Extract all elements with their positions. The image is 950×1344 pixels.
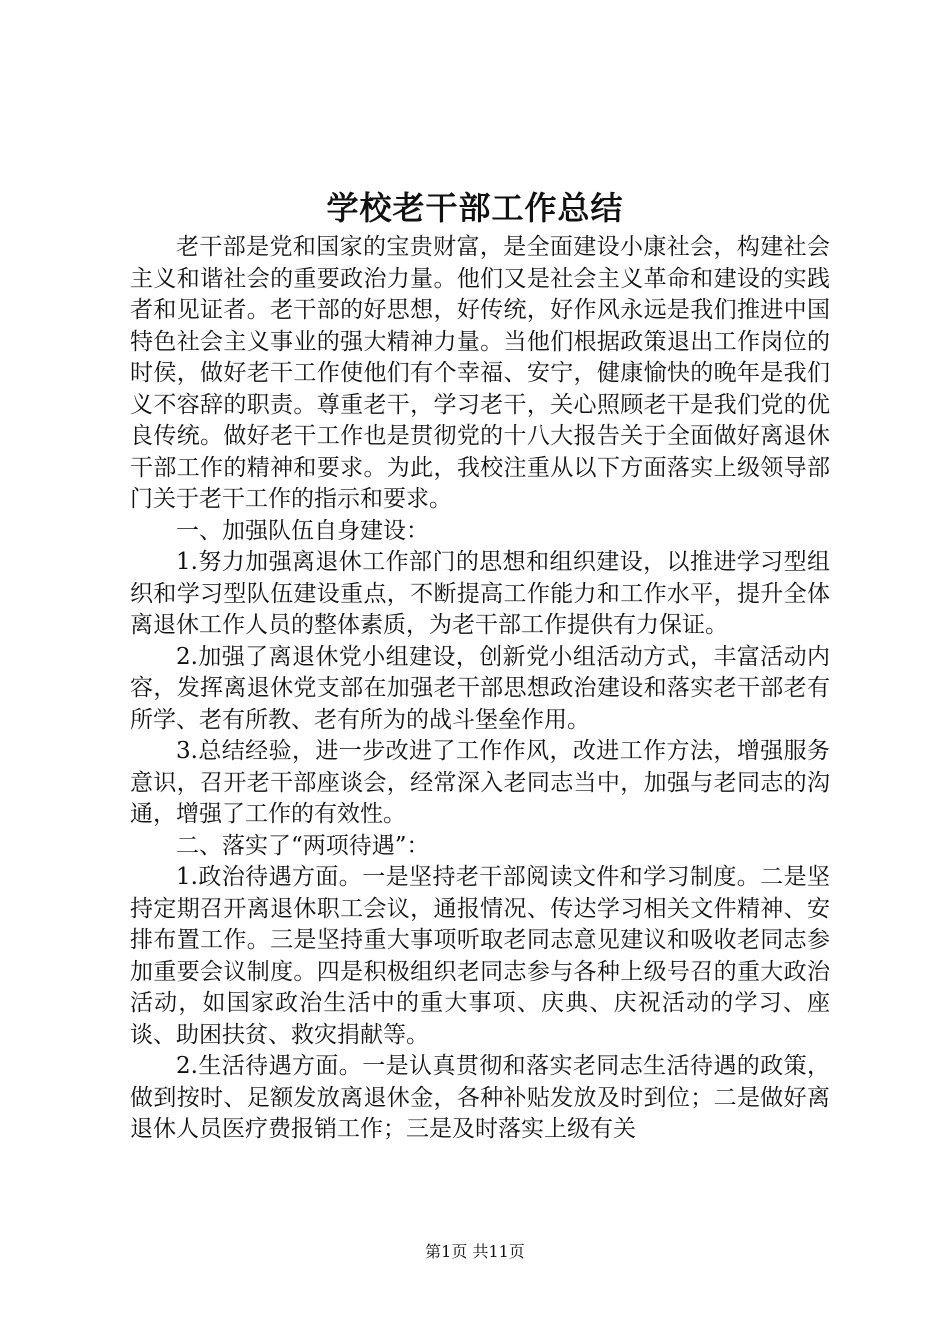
paragraph-1-2: 2.加强了离退休党小组建设，创新党小组活动方式，丰富活动内容，发挥离退休党支部在加强老干部思想政治建设和落实老干部老有所学、老有所教、老有所为的战斗堡垒作用。 xyxy=(130,643,830,733)
page-number-footer: 第1页 共11页 xyxy=(425,1242,525,1261)
paragraph-1-3: 3.总结经验，进一步改进了工作作风，改进工作方法，增强服务意识，召开老干部座谈会，经常深入老同志当中，加强与老同志的沟通，增强了工作的有效性。 xyxy=(130,738,830,827)
document-body xyxy=(130,232,830,1146)
section-heading-1: 一、加强队伍自身建设： xyxy=(176,517,429,544)
paragraph-1-1: 1.努力加强离退休工作部门的思想和组织建设，以推进学习型组织和学习型队伍建设重点，不断提高工作能力和工作水平，提升全体离退休工作人员的整体素质，为老干部工作提供有力保证。 xyxy=(130,549,830,638)
section-heading-2: 二、落实了“两项待遇”： xyxy=(176,832,430,859)
paragraph-2-1: 1.政治待遇方面。一是坚持老干部阅读文件和学习制度。二是坚持定期召开离退休职工会议，通报情况、传达学习相关文件精神、安排布置工作。三是坚持重大事项听取老同志意见建议和吸收老同志参加重要会议制度。四是积极组织老同志参与各种上级号召的重大政治活动，如国家政治生活中的重大事项、庆典、庆祝活动的学习、座谈、助困扶贫、救灾捐献等。 xyxy=(130,864,830,1048)
document-title: 学校老干部工作总结 xyxy=(326,189,624,227)
paragraph-intro: 老干部是党和国家的宝贵财富，是全面建设小康社会，构建社会主义和谐社会的重要政治力量。他们又是社会主义革命和建设的实践者和见证者。老干部的好思想，好传统，好作风永远是我们推进中国特色社会主义事业的强大精神力量。当他们根据政策退出工作岗位的时侯，做好老干工作使他们有个幸福、安宁，健康愉快的晚年是我们义不容辞的职责。尊重老干，学习老干，关心照顾老干是我们党的优良传统。做好老干工作也是贯彻党的十八大报告关于全面做好离退休干部工作的精神和要求。为此，我校注重从以下方面落实上级领导部门关于老干工作的指示和要求。 xyxy=(130,234,830,512)
paragraph-2-2: 2.生活待遇方面。一是认真贯彻和落实老同志生活待遇的政策，做到按时、足额发放离退休金，各种补贴发放及时到位；二是做好离退休人员医疗费报销工作；三是及时落实上级有关 xyxy=(130,1053,830,1142)
